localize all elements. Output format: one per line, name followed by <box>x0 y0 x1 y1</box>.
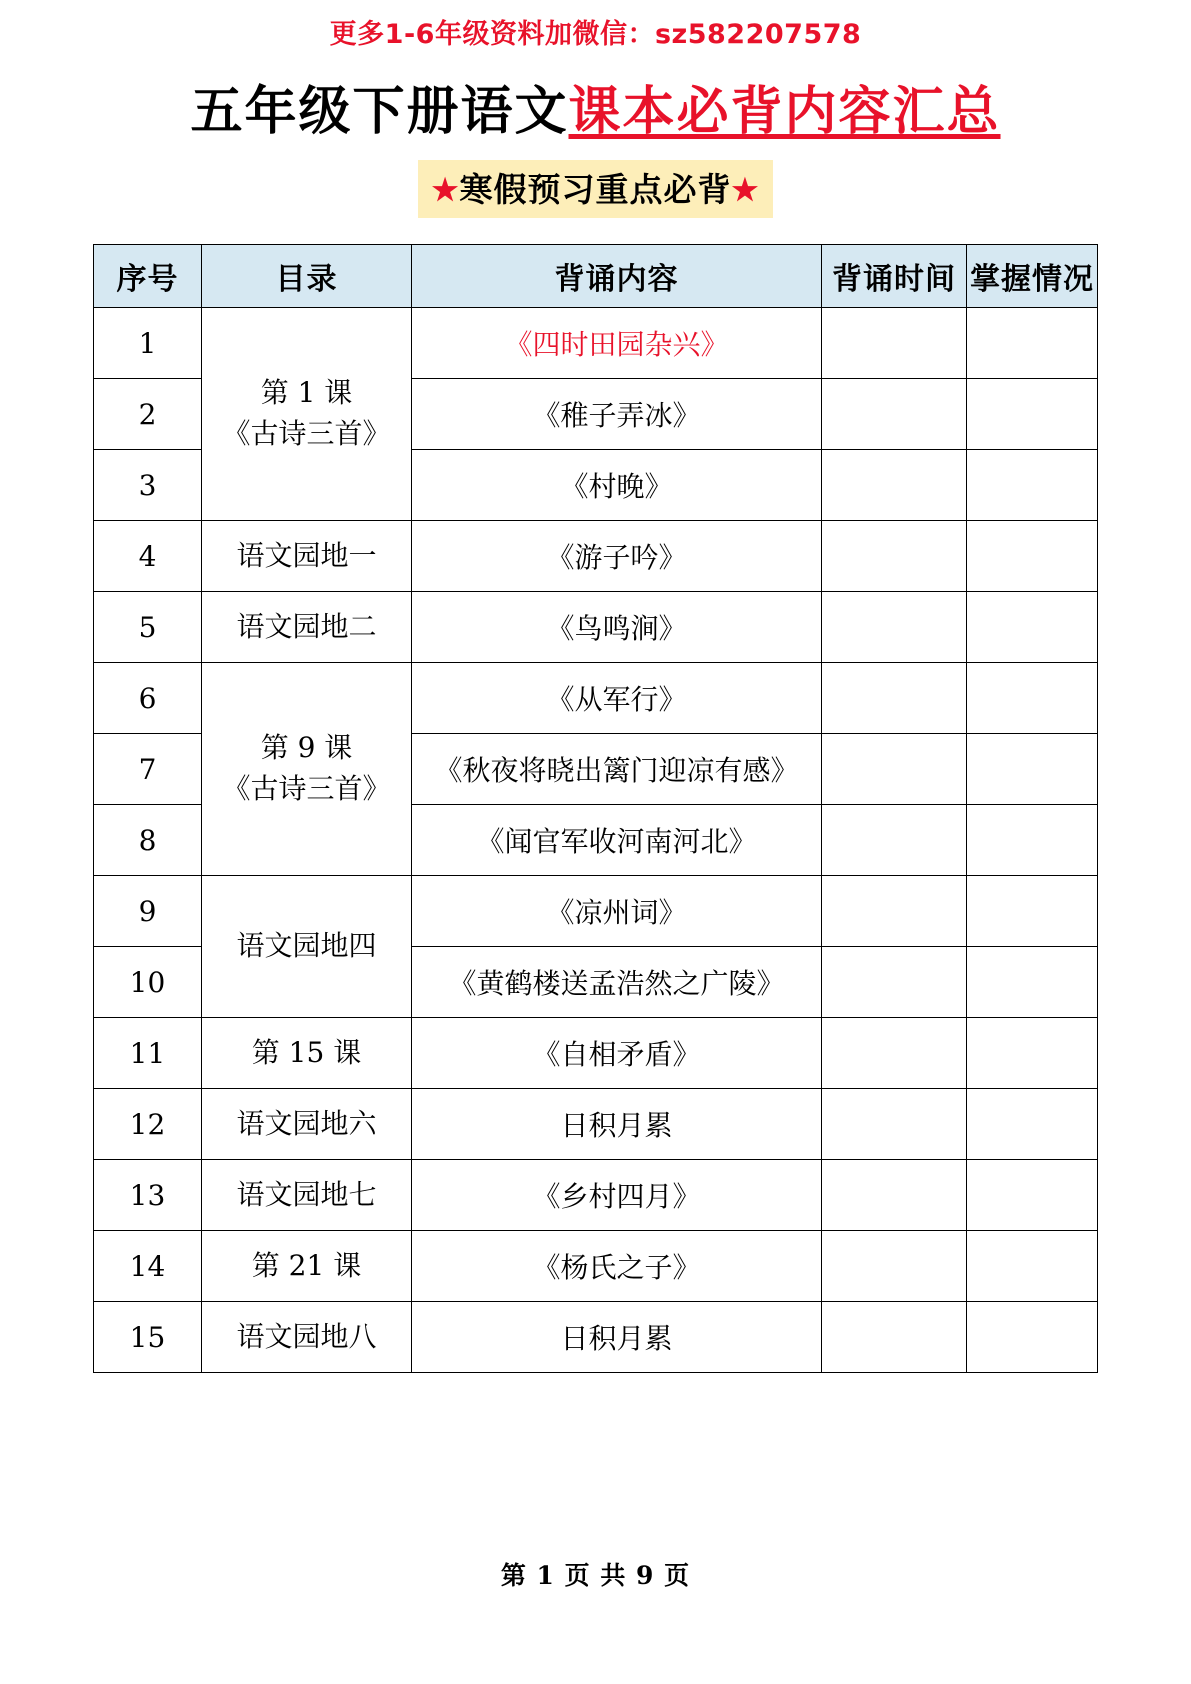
cell-category: 语文园地一 <box>202 521 412 592</box>
cell-no: 11 <box>94 1018 202 1089</box>
cell-time[interactable] <box>822 947 967 1018</box>
cell-content: 《黄鹤楼送孟浩然之广陵》 <box>412 947 822 1018</box>
cell-no: 5 <box>94 592 202 663</box>
cell-category: 语文园地八 <box>202 1302 412 1373</box>
cell-content: 日积月累 <box>412 1302 822 1373</box>
table-body <box>94 308 1098 1373</box>
cell-state[interactable] <box>967 1231 1098 1302</box>
page-title-black: 五年级下册语文 <box>190 81 569 142</box>
table-row <box>94 592 1098 663</box>
cell-time[interactable] <box>822 1302 967 1373</box>
cell-time[interactable] <box>822 592 967 663</box>
table-row <box>94 1018 1098 1089</box>
cell-content: 《村晚》 <box>412 450 822 521</box>
cell-time[interactable] <box>822 663 967 734</box>
cell-state[interactable] <box>967 1160 1098 1231</box>
cell-category: 语文园地四 <box>202 876 412 1018</box>
cell-state[interactable] <box>967 734 1098 805</box>
cell-state[interactable] <box>967 947 1098 1018</box>
cell-category: 第 21 课 <box>202 1231 412 1302</box>
subtitle-row <box>0 160 1191 218</box>
cell-state[interactable] <box>967 379 1098 450</box>
column-header-content: 背诵内容 <box>412 245 822 308</box>
cell-no: 15 <box>94 1302 202 1373</box>
cell-no: 7 <box>94 734 202 805</box>
table-row <box>94 1302 1098 1373</box>
cell-time[interactable] <box>822 450 967 521</box>
cell-time[interactable] <box>822 876 967 947</box>
cell-state[interactable] <box>967 450 1098 521</box>
table-row <box>94 521 1098 592</box>
cell-state[interactable] <box>967 308 1098 379</box>
cell-content: 《从军行》 <box>412 663 822 734</box>
cell-content: 《杨氏之子》 <box>412 1231 822 1302</box>
cell-state[interactable] <box>967 876 1098 947</box>
cell-state[interactable] <box>967 521 1098 592</box>
table-row <box>94 1089 1098 1160</box>
table-row <box>94 1160 1098 1231</box>
table-row <box>94 876 1098 947</box>
cell-category: 第 9 课 《古诗三首》 <box>202 663 412 876</box>
cell-content: 《闻官军收河南河北》 <box>412 805 822 876</box>
cell-time[interactable] <box>822 1018 967 1089</box>
cell-no: 9 <box>94 876 202 947</box>
cell-no: 10 <box>94 947 202 1018</box>
column-header-state: 掌握情况 <box>967 245 1098 308</box>
cell-content: 《鸟鸣涧》 <box>412 592 822 663</box>
cell-time[interactable] <box>822 1231 967 1302</box>
cell-content: 《游子吟》 <box>412 521 822 592</box>
cell-category: 第 1 课 《古诗三首》 <box>202 308 412 521</box>
cell-content: 《乡村四月》 <box>412 1160 822 1231</box>
table-header-row <box>94 245 1098 308</box>
cell-no: 13 <box>94 1160 202 1231</box>
cell-time[interactable] <box>822 1160 967 1231</box>
cell-time[interactable] <box>822 805 967 876</box>
cell-no: 4 <box>94 521 202 592</box>
cell-state[interactable] <box>967 1302 1098 1373</box>
cell-no: 14 <box>94 1231 202 1302</box>
page-footer: 第 1 页 共 9 页 <box>500 1561 691 1590</box>
cell-no: 6 <box>94 663 202 734</box>
cell-content: 《秋夜将晓出篱门迎凉有感》 <box>412 734 822 805</box>
subtitle-text: 寒假预习重点必背 <box>459 170 732 209</box>
page-title-red: 课本必背内容汇总 <box>568 81 1001 142</box>
column-header-category: 目录 <box>202 245 412 308</box>
cell-category: 语文园地六 <box>202 1089 412 1160</box>
cell-time[interactable] <box>822 521 967 592</box>
promo-banner: 更多1-6年级资料加微信：sz582207578 <box>329 19 862 50</box>
star-left-icon: ★ <box>431 173 460 208</box>
cell-content: 日积月累 <box>412 1089 822 1160</box>
subtitle-highlight <box>418 160 774 218</box>
cell-category: 语文园地七 <box>202 1160 412 1231</box>
cell-content: 《稚子弄冰》 <box>412 379 822 450</box>
cell-category: 语文园地二 <box>202 592 412 663</box>
column-header-time: 背诵时间 <box>822 245 967 308</box>
cell-content: 《四时田园杂兴》 <box>412 308 822 379</box>
cell-content: 《自相矛盾》 <box>412 1018 822 1089</box>
cell-state[interactable] <box>967 663 1098 734</box>
cell-category: 第 15 课 <box>202 1018 412 1089</box>
cell-state[interactable] <box>967 1018 1098 1089</box>
recitation-table <box>93 244 1098 1373</box>
page-title <box>0 69 1191 144</box>
cell-no: 12 <box>94 1089 202 1160</box>
table-row <box>94 663 1098 734</box>
table-row <box>94 308 1098 379</box>
column-header-no: 序号 <box>94 245 202 308</box>
star-right-icon: ★ <box>731 173 760 208</box>
cell-state[interactable] <box>967 805 1098 876</box>
cell-state[interactable] <box>967 1089 1098 1160</box>
cell-time[interactable] <box>822 379 967 450</box>
cell-no: 8 <box>94 805 202 876</box>
cell-time[interactable] <box>822 734 967 805</box>
cell-no: 2 <box>94 379 202 450</box>
cell-time[interactable] <box>822 1089 967 1160</box>
cell-state[interactable] <box>967 592 1098 663</box>
cell-no: 3 <box>94 450 202 521</box>
cell-no: 1 <box>94 308 202 379</box>
cell-content: 《凉州词》 <box>412 876 822 947</box>
cell-time[interactable] <box>822 308 967 379</box>
table-row <box>94 1231 1098 1302</box>
